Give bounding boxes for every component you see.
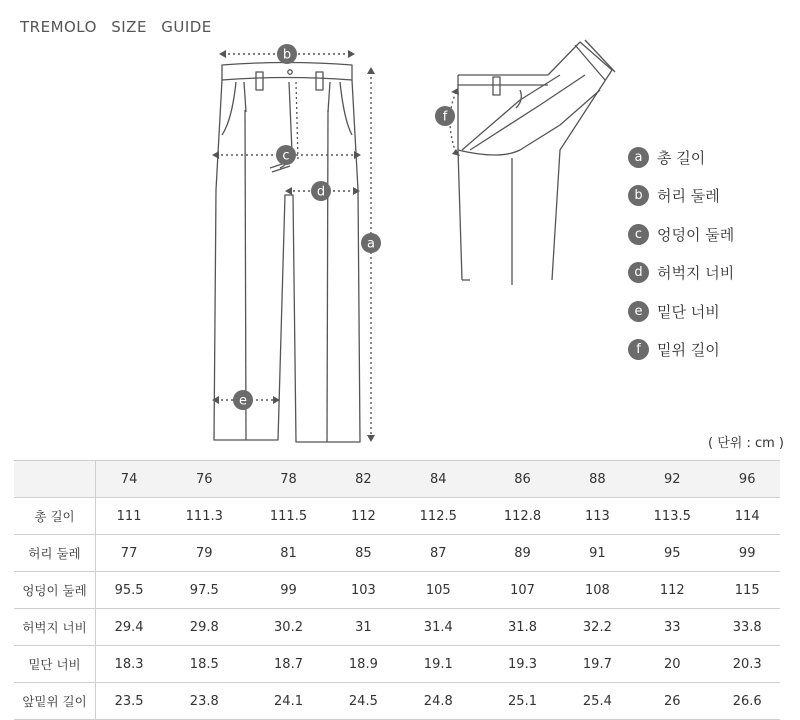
table-row — [14, 646, 780, 683]
marker-b — [277, 44, 297, 64]
table-cell: 113.5 — [630, 498, 714, 535]
table-cell: 114 — [714, 498, 780, 535]
row-label: 앞밑위 길이 — [14, 683, 96, 720]
table-cell: 99 — [714, 535, 780, 572]
legend-item-c — [628, 215, 734, 254]
table-row — [14, 498, 780, 535]
table-cell: 99 — [246, 572, 330, 609]
row-label: 엉덩이 둘레 — [14, 572, 96, 609]
legend-badge: c — [628, 224, 649, 245]
title-guide: GUIDE — [161, 18, 212, 36]
table-cell: 31.8 — [480, 609, 564, 646]
title-size: SIZE — [111, 18, 147, 36]
legend-badge: e — [628, 301, 649, 322]
svg-text:a: a — [367, 236, 375, 252]
table-cell: 19.3 — [480, 646, 564, 683]
table-cell: 103 — [331, 572, 397, 609]
unit-note: ( 단위 : cm ) — [708, 436, 784, 451]
table-cell: 19.7 — [565, 646, 631, 683]
table-cell: 87 — [396, 535, 480, 572]
legend-label: 밑단 너비 — [657, 302, 720, 321]
table-cell: 31 — [331, 609, 397, 646]
table-cell: 24.8 — [396, 683, 480, 720]
table-cell: 24.1 — [246, 683, 330, 720]
title-brand: TREMOLO — [20, 18, 97, 36]
table-cell: 107 — [480, 572, 564, 609]
table-cell: 18.9 — [331, 646, 397, 683]
legend-item-a — [628, 138, 734, 177]
table-cell: 105 — [396, 572, 480, 609]
svg-text:f: f — [442, 109, 448, 125]
legend-item-e — [628, 292, 734, 331]
svg-text:c: c — [282, 148, 290, 164]
table-cell: 112.5 — [396, 498, 480, 535]
table-cell: 115 — [714, 572, 780, 609]
table-cell: 33 — [630, 609, 714, 646]
row-label: 총 길이 — [14, 498, 96, 535]
size-header: 86 — [480, 461, 564, 498]
table-cell: 29.4 — [96, 609, 163, 646]
marker-a — [361, 233, 381, 253]
legend-label: 엉덩이 둘레 — [657, 225, 735, 244]
table-cell: 25.1 — [480, 683, 564, 720]
legend-label: 허리 둘레 — [657, 187, 720, 206]
table-cell: 97.5 — [162, 572, 246, 609]
row-label: 허리 둘레 — [14, 535, 96, 572]
table-cell: 111.5 — [246, 498, 330, 535]
table-cell: 112 — [331, 498, 397, 535]
legend-item-d — [628, 254, 734, 293]
svg-text:d: d — [316, 184, 326, 200]
table-cell: 26 — [630, 683, 714, 720]
marker-e — [233, 390, 253, 410]
table-cell: 91 — [565, 535, 631, 572]
legend-item-b — [628, 177, 734, 216]
table-cell: 23.5 — [96, 683, 163, 720]
table-cell: 112 — [630, 572, 714, 609]
table-cell: 32.2 — [565, 609, 631, 646]
table-cell: 23.8 — [162, 683, 246, 720]
size-table — [14, 460, 780, 720]
table-cell: 95 — [630, 535, 714, 572]
table-cell: 111 — [96, 498, 163, 535]
table-cell: 19.1 — [396, 646, 480, 683]
size-header: 96 — [714, 461, 780, 498]
svg-text:e: e — [239, 393, 247, 409]
table-header-row — [14, 461, 780, 498]
table-cell: 77 — [96, 535, 163, 572]
table-cell: 29.8 — [162, 609, 246, 646]
measurement-legend — [628, 138, 734, 369]
legend-label: 총 길이 — [657, 148, 706, 167]
row-label: 허벅지 너비 — [14, 609, 96, 646]
legend-label: 밑위 길이 — [657, 341, 720, 360]
legend-badge: d — [628, 262, 649, 283]
table-cell: 95.5 — [96, 572, 163, 609]
table-cell: 20.3 — [714, 646, 780, 683]
legend-badge: a — [628, 147, 649, 168]
table-cell: 111.3 — [162, 498, 246, 535]
table-cell: 112.8 — [480, 498, 564, 535]
table-cell: 18.3 — [96, 646, 163, 683]
size-header: 74 — [96, 461, 163, 498]
table-cell: 113 — [565, 498, 631, 535]
table-cell: 25.4 — [565, 683, 631, 720]
table-cell: 30.2 — [246, 609, 330, 646]
marker-d — [311, 181, 331, 201]
marker-c — [276, 145, 296, 165]
legend-badge: b — [628, 185, 649, 206]
legend-item-f — [628, 331, 734, 370]
size-header: 88 — [565, 461, 631, 498]
pants-side-view — [458, 40, 615, 285]
table-cell: 79 — [162, 535, 246, 572]
table-cell: 108 — [565, 572, 631, 609]
size-header: 76 — [162, 461, 246, 498]
table-cell: 89 — [480, 535, 564, 572]
table-cell: 85 — [331, 535, 397, 572]
table-cell: 26.6 — [714, 683, 780, 720]
table-corner-cell — [14, 461, 96, 498]
table-cell: 20 — [630, 646, 714, 683]
pants-front-view — [214, 63, 360, 443]
table-cell: 81 — [246, 535, 330, 572]
table-row — [14, 609, 780, 646]
table-cell: 18.7 — [246, 646, 330, 683]
size-header: 82 — [331, 461, 397, 498]
svg-text:b: b — [282, 47, 292, 63]
table-cell: 18.5 — [162, 646, 246, 683]
row-label: 밑단 너비 — [14, 646, 96, 683]
table-row — [14, 683, 780, 720]
table-row — [14, 535, 780, 572]
legend-label: 허벅지 너비 — [657, 264, 735, 283]
marker-f — [435, 106, 455, 126]
legend-badge: f — [628, 339, 649, 360]
size-header: 78 — [246, 461, 330, 498]
table-cell: 31.4 — [396, 609, 480, 646]
size-header: 92 — [630, 461, 714, 498]
table-cell: 24.5 — [331, 683, 397, 720]
table-cell: 33.8 — [714, 609, 780, 646]
size-header: 84 — [396, 461, 480, 498]
table-row — [14, 572, 780, 609]
